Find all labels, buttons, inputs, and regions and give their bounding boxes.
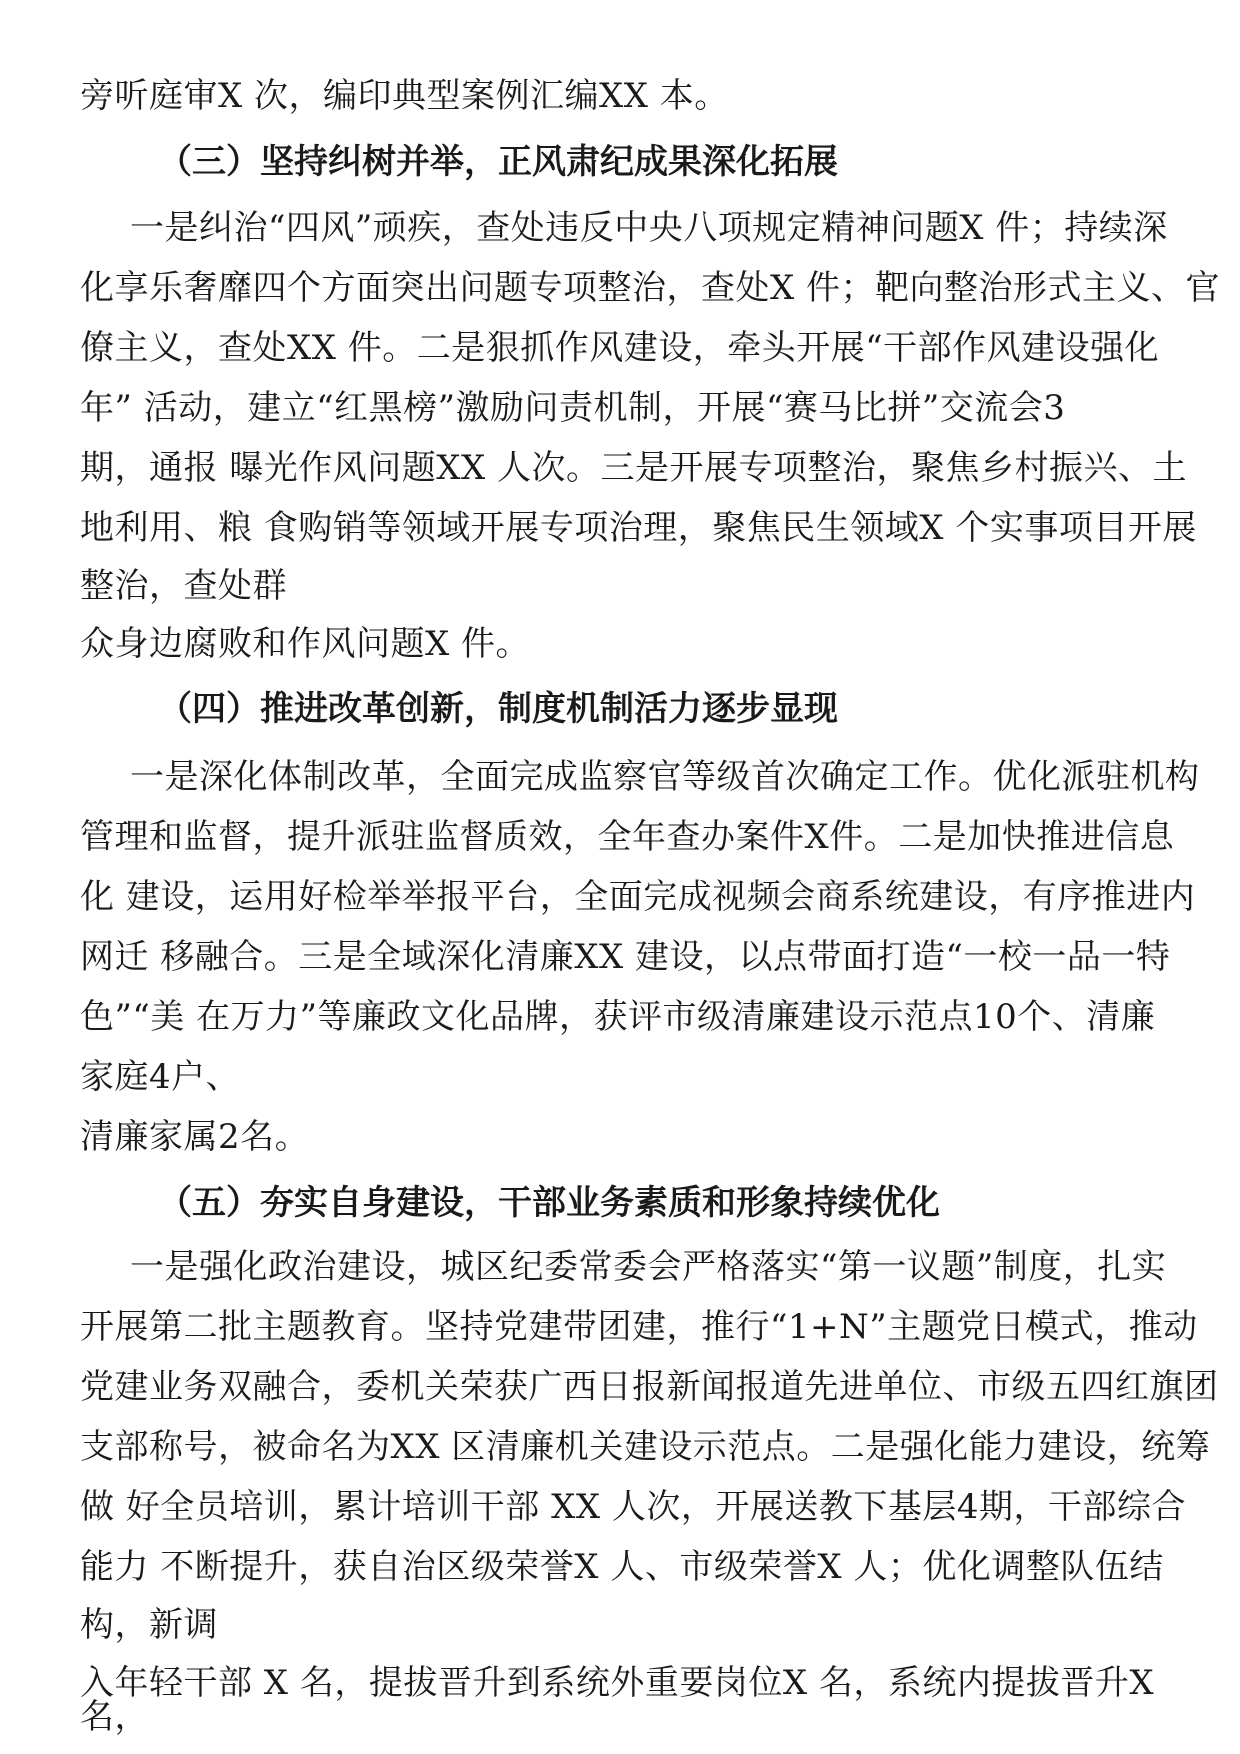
text-line: 僚主义，查处XX 件。二是狠抓作风建设，牵头开展“干部作风建设强化: [80, 328, 1160, 368]
text-line: 年” 活动，建立“红黑榜”激励问责机制，开展“赛马比拼”交流会3: [80, 388, 1066, 428]
text-line: 管理和监督，提升派驻监督质效，全年查办案件X件。二是加快推进信息: [80, 817, 1175, 857]
text-line: 一是强化政治建设，城区纪委常委会严格落实“第一议题”制度，扎实: [130, 1247, 1167, 1287]
text-line: 众身边腐败和作风问题X 件。: [80, 624, 531, 664]
text-line: 化 建设，运用好检举举报平台，全面完成视频会商系统建设，有序推进内: [80, 877, 1196, 917]
text-line: 清廉家属2名。: [80, 1117, 310, 1157]
text-line: 色”“美 在万力”等廉政文化品牌，获评市级清廉建设示范点10个、清廉: [80, 997, 1156, 1037]
section-heading-3: （三）坚持纠树并举，正风肃纪成果深化拓展: [158, 142, 838, 182]
text-line: 名，: [80, 1697, 149, 1737]
text-line: 能力 不断提升，获自治区级荣誉X 人、市级荣誉X 人；优化调整队伍结: [80, 1547, 1164, 1587]
text-line: 化享乐奢靡四个方面突出问题专项整治，查处X 件；靶向整治形式主义、官: [80, 268, 1221, 308]
text-line: 家庭4户、: [80, 1057, 241, 1097]
text-line: 一是纠治“四风”顽疾，查处违反中央八项规定精神问题X 件；持续深: [130, 208, 1168, 248]
text-line: 网迁 移融合。三是全域深化清廉XX 建设，以点带面打造“一校一品一特: [80, 937, 1171, 977]
text-line: 旁听庭审X 次，编印典型案例汇编XX 本。: [80, 76, 729, 116]
text-line: 整治，查处群: [80, 566, 287, 606]
section-heading-4: （四）推进改革创新，制度机制活力逐步显现: [158, 689, 838, 729]
text-line: 一是深化体制改革，全面完成监察官等级首次确定工作。优化派驻机构: [130, 757, 1200, 797]
text-line: 入年轻干部 X 名，提拔晋升到系统外重要岗位X 名，系统内提拔晋升X: [80, 1663, 1155, 1703]
text-line: 期，通报 曝光作风问题XX 人次。三是开展专项整治，聚焦乡村振兴、土: [80, 448, 1188, 488]
text-line: 支部称号，被命名为XX 区清廉机关建设示范点。二是强化能力建设，统筹: [80, 1427, 1211, 1467]
text-line: 开展第二批主题教育。坚持党建带团建，推行“1+N”主题党日模式，推动: [80, 1307, 1198, 1347]
text-line: 构，新调: [80, 1605, 218, 1645]
section-heading-5: （五）夯实自身建设，干部业务素质和形象持续优化: [158, 1183, 940, 1223]
text-line: 党建业务双融合，委机关荣获广西日报新闻报道先进单位、市级五四红旗团: [80, 1367, 1219, 1407]
text-line: 做 好全员培训，累计培训干部 XX 人次，开展送教下基层4期，干部综合: [80, 1487, 1186, 1527]
text-line: 地利用、粮 食购销等领域开展专项治理，聚焦民生领域X 个实事项目开展: [80, 508, 1197, 548]
